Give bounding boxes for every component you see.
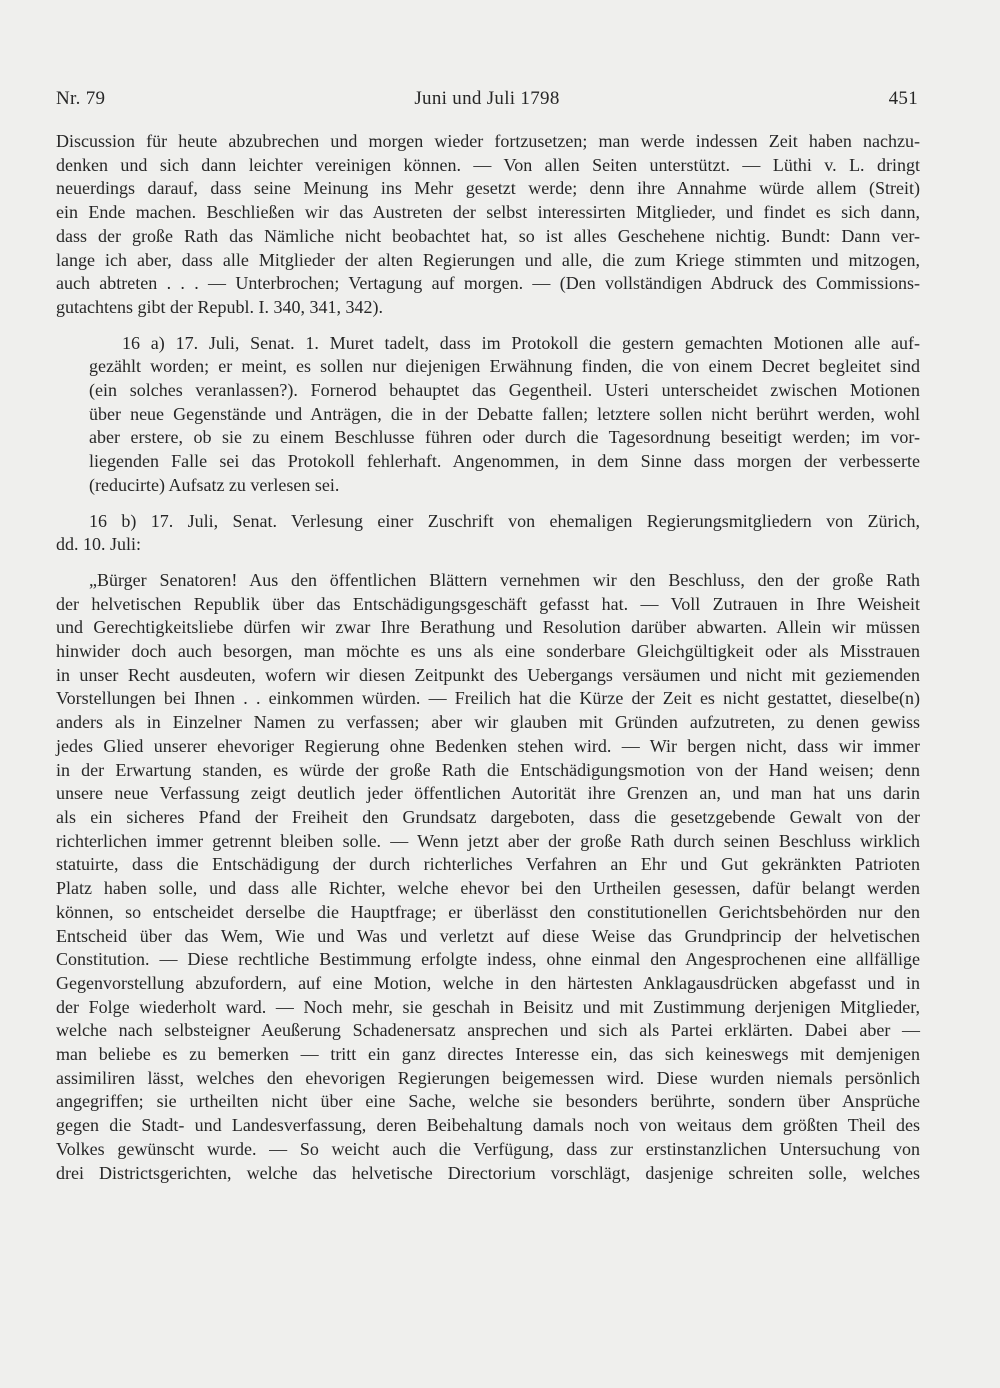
text-line: richterlichen immer getrennt bleiben solle. — Wenn jetzt aber der große Rath durch seinen Beschluss wirklich [56,830,920,851]
text-line: und Gerechtigkeitsliebe dürfen wir zwar Ihre Berathung und Resolution darüber abwarten. Allein wir müssen [56,617,920,638]
text-line: können, so entscheidet derselbe die Hauptfrage; er überlässt den constitutionellen Gerichtsbehörden nur den [56,901,920,922]
text-line: 16 b) 17. Juli, Senat. Verlesung einer Zuschrift von ehemaligen Regierungsmitgliedern von Zürich, [89,510,920,531]
text-line: angegriffen; sie urtheilten nicht über eine Sache, welche sie besonders berührte, sondern über Ansprüche [56,1091,920,1112]
text-line: anders als in Einzelner Namen zu verfassen; aber wir glauben mit Gründen aufzutreten, zu denen gewiss [56,712,920,733]
text-line: liegenden Falle sei das Protokoll fehlerhaft. Angenommen, in dem Sinne dass morgen der verbesserte [89,451,920,472]
text-line: aber erstere, ob sie zu einem Beschlusse führen oder durch die Tagesordnung beseitigt werden; im vor- [89,427,920,448]
text-line: welche nach selbsteigner Aeußerung Schadenersatz ansprechen und sich als Partei erklärten. Dabei aber — [56,1020,920,1041]
text-line: assimiliren lässt, welches den ehevorigen Regierungen beigemessen wird. Diese wurden niemals persönlich [56,1067,920,1088]
text-line: über neue Gegenstände und Anträgen, die in der Debatte fallen; letztere sollen nicht berührt werden, wohl [89,403,920,424]
paragraph-discussion [56,130,920,320]
text-line: Entscheid über das Wem, Wie und Was und verletzt auf diese Weise das Grundprincip der helvetischen [56,925,920,946]
text-line: „Bürger Senatoren! Aus den öffentlichen Blättern vernehmen wir den Beschluss, den der große Rath [89,569,920,590]
text-line: Vorstellungen bei Ihnen . . einkommen würden. — Freilich hat die Kürze der Zeit es nicht gestattet, dieselbe(n) [56,688,920,709]
text-line: in der Erwartung standen, es würde der große Rath die Entschädigungsmotion von der Hand weisen; denn [56,759,920,780]
text-line: Constitution. — Diese rechtliche Bestimmung erfolgte indess, ohne einmal den Angesprochenen eine allfällige [56,949,920,970]
text-line: der Folge wiederholt ward. — Noch mehr, sie geschah in Beisitz und mit Zustimmung derjenigen Mitglieder, [56,996,920,1017]
text-line: als ein sicheres Pfand der Freiheit den Grundsatz dargeboten, dass die gesetzgebende Gewalt von der [56,806,920,827]
text-line: unsere neue Verfassung zeigt deutlich jeder öffentlichen Autorität ihre Grenzen an, und man hat uns darin [56,783,920,804]
text-line: Platz haben solle, und dass alle Richter, welche ehevor bei den Urtheilen gesessen, dafür belangt werden [56,878,920,899]
text-line: hinwider doch auch besorgen, man möchte es uns als eine sonderbare Gleichgültigkeit oder als Misstrauen [56,641,920,662]
page-number: 451 [888,88,918,109]
text-line: auch abtreten . . . — Unterbrochen; Vertagung auf morgen. — (Den vollständigen Abdruck des Commissions- [56,273,920,294]
text-line: dass der große Rath das Nämliche nicht beobachtet hat, so ist alles Geschehene nichtig. Bundt: Dann ver- [56,225,920,246]
text-line: ein Ende machen. Beschließen wir das Austreten der selbst interessirten Mitglieder, und findet es sich dann, [56,202,920,223]
paragraph-16b [56,510,920,557]
text-line: denken und sich dann leichter vereinigen können. — Von allen Seiten unterstützt. — Lüthi v. L. dringt [56,154,920,175]
running-header [56,88,918,118]
text-line: (reducirte) Aufsatz zu verlesen sei. [89,474,340,495]
text-line: gutachtens gibt der Republ. I. 340, 341, 342). [56,296,383,317]
text-line: (ein solches veranlassen?). Fornerod behauptet das Gegentheil. Usteri unterscheidet zwischen Motionen [89,380,920,401]
paragraph-16a [56,332,920,498]
text-line: man beliebe es zu bemerken — tritt ein ganz directes Interesse ein, das sich keineswegs mit demjenigen [56,1044,920,1065]
document-number: Nr. 79 [56,88,106,109]
text-line: Discussion für heute abzubrechen und morgen wieder fortzusetzen; man werde indessen Zeit haben nachzu- [56,131,920,151]
text-line: lange ich aber, dass alle Mitglieder der alten Regierungen und alle, die zum Kriege stimmten und mitzogen, [56,249,920,270]
text-line: gegen die Stadt- und Landesverfassung, deren Beibehaltung damals noch von weitaus dem größten Theil des [56,1115,920,1136]
body-text [56,130,920,1185]
text-line: 16 a) 17. Juli, Senat. 1. Muret tadelt, dass im Protokoll die gestern gemachten Motionen alle auf- [122,332,920,353]
text-line: Volkes gewünscht wurde. — So weicht auch die Verfügung, dass zur erstinstanzlichen Untersuchung von [56,1138,920,1159]
header-date: Juni und Juli 1798 [414,88,560,109]
text-line: in unser Recht ausdeuten, wofern wir diesen Zeitpunkt des Uebergangs versäumen und nicht mit geziemenden [56,664,920,685]
text-line: gezählt worden; er meint, es sollen nur diejenigen Erwähnung finden, die von einem Decret begleitet sind [89,356,920,377]
text-line: Gegenvorstellung abzufordern, auf eine Motion, welche in den härtesten Anklagausdrücken abgefasst und in [56,972,920,993]
text-line: neuerdings darauf, dass seine Meinung ins Mehr gesetzt werde; denn ihre Annahme würde allem (Streit) [56,178,920,199]
text-line: dd. 10. Juli: [56,534,142,555]
text-line: jedes Glied unserer ehevoriger Regierung ohne Bedenken stehen wird. — Wir bergen nicht, dass wir immer [56,735,920,756]
text-line: drei Districtsgerichten, welche das helvetische Directorium vorschlägt, dasjenige schreiten solle, welches [56,1162,920,1183]
text-line: statuirte, dass die Entschädigung der durch richterliches Verfahren an Ehr und Gut gekränkten Patrioten [56,854,920,875]
text-line: der helvetischen Republik über das Entschädigungsgeschäft gefasst hat. — Voll Zutrauen in Ihre Weisheit [56,593,920,614]
paragraph-letter [56,569,920,1185]
